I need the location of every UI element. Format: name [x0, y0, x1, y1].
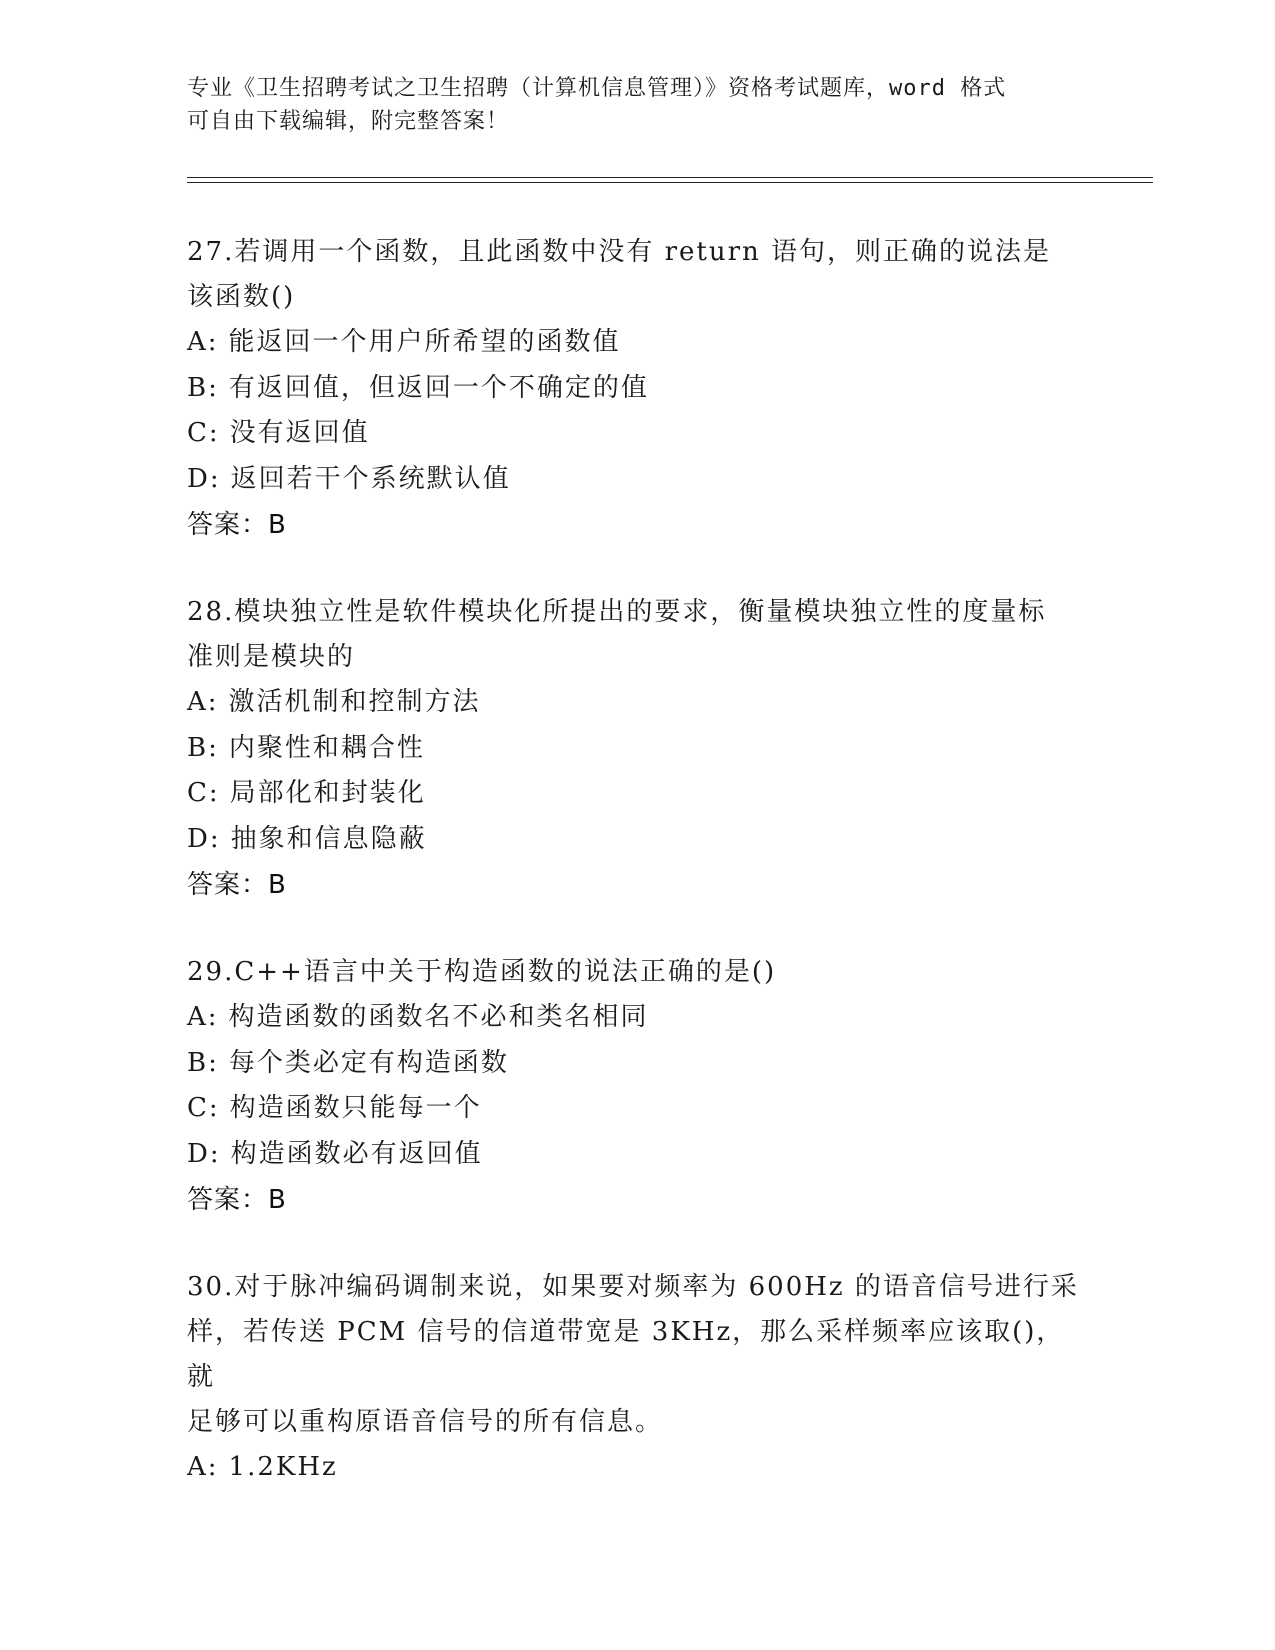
option-key: A: [187, 1452, 219, 1482]
option-c [187, 771, 1087, 817]
option-key: D: [187, 463, 221, 494]
option-d [187, 1132, 1087, 1178]
option-text: 抽象和信息隐蔽 [230, 823, 427, 854]
option-text: 构造函数必有返回值 [230, 1138, 483, 1169]
option-text: 局部化和封装化 [229, 778, 426, 808]
option-d [187, 817, 1087, 863]
option-key: C: [187, 418, 220, 448]
option-a [187, 680, 1087, 726]
option-c [187, 1086, 1087, 1132]
option-key: D: [187, 823, 221, 854]
option-text: 构造函数只能每一个 [229, 1093, 482, 1123]
question-list [187, 230, 1087, 1533]
option-key: B: [187, 732, 219, 763]
answer-line: 答案：B [187, 510, 287, 540]
header-line-1: 专业《卫生招聘考试之卫生招聘（计算机信息管理）》资格考试题库，word 格式 [187, 76, 1007, 101]
option-text: 返回若干个系统默认值 [230, 463, 511, 494]
option-key: C: [187, 778, 220, 808]
question-29 [187, 950, 1087, 1223]
option-text: 1.2KHz [228, 1452, 338, 1482]
question-28 [187, 590, 1087, 908]
option-text: 没有返回值 [229, 418, 370, 448]
option-a [187, 320, 1087, 366]
answer-line: 答案：B [187, 1185, 287, 1215]
option-key: D: [187, 1138, 221, 1169]
question-27 [187, 230, 1087, 548]
option-key: A: [187, 1002, 219, 1032]
option-b [187, 366, 1087, 412]
question-stem-line: 该函数() [187, 282, 296, 312]
option-b [187, 726, 1087, 772]
option-text: 构造函数的函数名不必和类名相同 [228, 1002, 649, 1032]
question-stem-line: 准则是模块的 [187, 642, 356, 672]
question-stem-line: 28.模块独立性是软件模块化所提出的要求，衡量模块独立性的度量标 [187, 597, 1047, 627]
option-text: 有返回值，但返回一个不确定的值 [228, 372, 649, 403]
question-stem-line: 29.C++语言中关于构造函数的说法正确的是() [187, 957, 777, 987]
option-d [187, 457, 1087, 503]
answer-line: 答案：B [187, 870, 287, 900]
question-30 [187, 1265, 1087, 1491]
header-divider-top [187, 177, 1153, 178]
header-line-2: 可自由下载编辑，附完整答案！ [187, 109, 510, 134]
option-a [187, 1445, 1087, 1491]
option-text: 每个类必定有构造函数 [228, 1047, 509, 1078]
option-text: 内聚性和耦合性 [228, 732, 425, 763]
question-stem-line: 30.对于脉冲编码调制来说，如果要对频率为 600Hz 的语音信号进行采 [187, 1272, 1079, 1302]
question-stem-line: 足够可以重构原语音信号的所有信息。 [187, 1407, 664, 1437]
option-text: 能返回一个用户所希望的函数值 [228, 327, 621, 357]
option-b [187, 1041, 1087, 1087]
option-key: B: [187, 372, 219, 403]
option-key: C: [187, 1093, 220, 1123]
option-key: A: [187, 327, 219, 357]
option-a [187, 995, 1087, 1041]
option-text: 激活机制和控制方法 [228, 687, 481, 717]
question-stem-line: 27.若调用一个函数，且此函数中没有 return 语句，则正确的说法是 [187, 237, 1052, 267]
document-header [187, 72, 1067, 138]
option-key: A: [187, 687, 219, 717]
header-divider-bottom [187, 182, 1153, 183]
option-key: B: [187, 1047, 219, 1078]
question-stem-line: 样，若传送 PCM 信号的信道带宽是 3KHz，那么采样频率应该取()，就 [187, 1317, 1065, 1392]
option-c [187, 411, 1087, 457]
